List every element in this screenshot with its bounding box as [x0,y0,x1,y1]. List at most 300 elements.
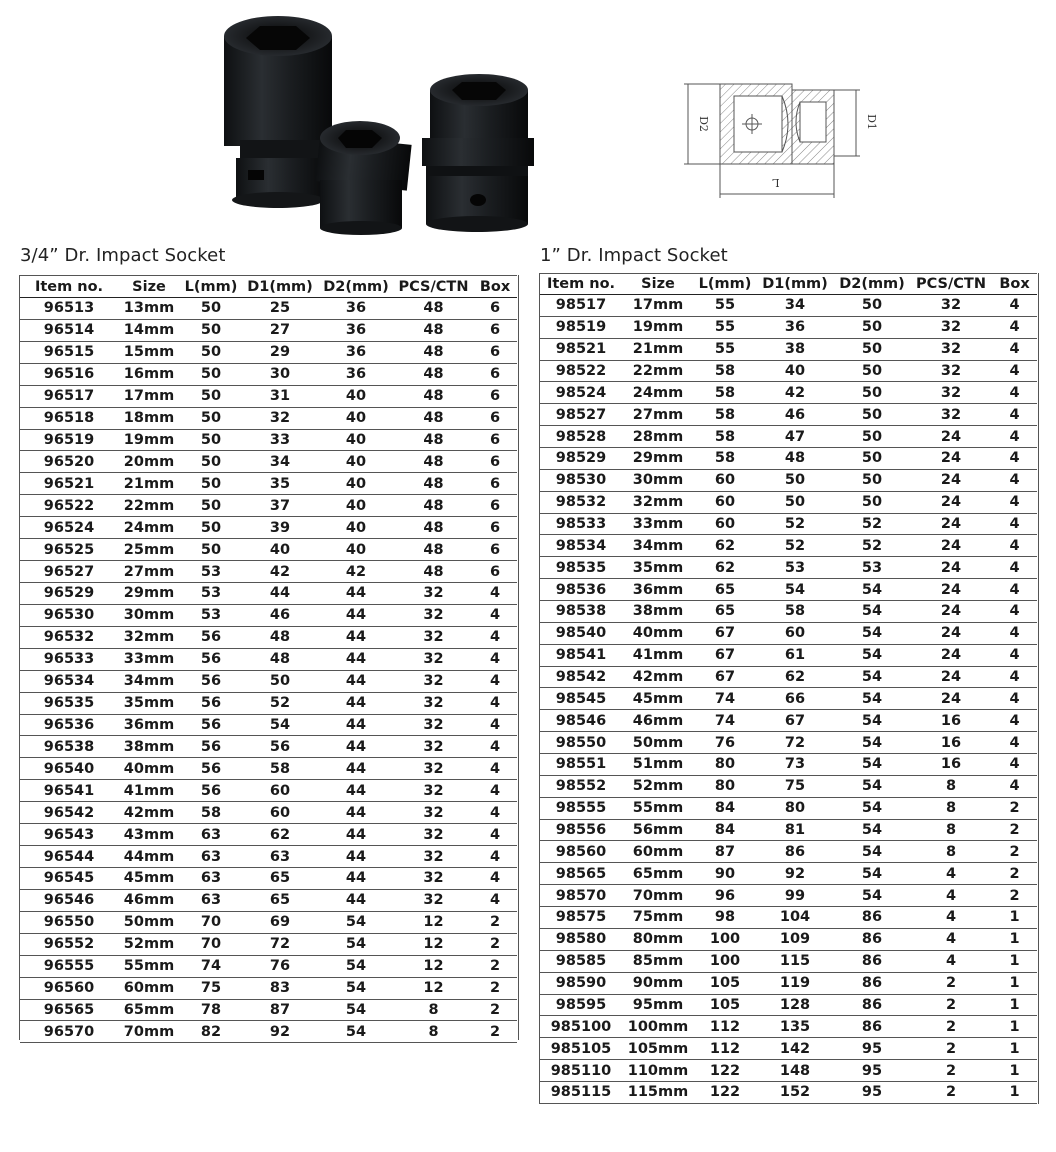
table-row [20,407,517,429]
table-cell: 98565 [555,865,607,882]
table-cell: 39 [269,519,291,536]
table-cell: 2 [1009,843,1020,860]
table-cell: 50 [861,384,883,401]
table-cell: 48 [423,300,444,317]
table-row [540,448,1037,470]
table-cell: 96 [714,887,736,904]
column-header: D1(mm) [247,278,313,295]
small-socket [315,121,411,235]
table-cell: 96521 [43,475,95,492]
column-header: D2(mm) [839,276,905,292]
table-cell: 65 [269,870,291,887]
table-cell: 98533 [555,516,607,533]
table-cell: 96543 [43,826,95,843]
table-cell: 73 [784,756,806,773]
table-cell: 45mm [632,690,684,707]
table-cell: 60 [714,494,736,511]
table-cell: 98521 [555,341,607,358]
table-cell: 36 [345,300,367,317]
table-cell: 96555 [43,958,95,975]
table-cell: 119 [779,975,811,992]
table-cell: 96522 [43,497,95,514]
table-cell: 4 [1009,406,1020,423]
table-cell: 98524 [555,384,607,401]
table-cell: 58 [714,406,736,423]
table-cell: 96524 [43,519,95,536]
table-cell: 74 [714,690,736,707]
table-cell: 8 [945,822,957,839]
table-cell: 95 [861,1062,883,1079]
table-cell: 52 [784,537,806,554]
table-cell: 54 [345,1023,367,1040]
table-row [540,666,1037,688]
table-cell: 62 [784,669,806,686]
table-cell: 32 [423,673,444,690]
table-cell: 24mm [632,384,684,401]
table-cell: 98532 [555,494,607,511]
table-cell: 96515 [43,344,95,361]
table-cell: 98546 [555,712,607,729]
table-row [20,714,517,736]
table-cell: 76 [714,734,736,751]
table-cell: 17mm [123,388,175,405]
table-cell: 4 [945,931,957,948]
column-header: Item no. [546,276,616,292]
table-cell: 98535 [555,559,607,576]
table-cell: 69 [269,914,291,931]
table-cell: 36 [345,344,367,361]
table-cell: 54 [861,625,883,642]
table-cell: 32 [269,410,291,427]
table-cell: 63 [269,848,291,865]
table-cell: 4 [489,760,501,777]
table-cell: 14mm [123,322,175,339]
table-row [540,426,1037,448]
table-cell: 985100 [550,1018,612,1035]
table-cell: 4 [1009,494,1020,511]
table-cell: 142 [779,1040,811,1057]
table-cell: 70 [200,914,222,931]
table-cell: 98545 [555,690,607,707]
table-cell: 55 [714,319,736,336]
table-cell: 50 [861,319,883,336]
table-cell: 98527 [555,406,607,423]
table-row [20,341,517,363]
table-cell: 152 [779,1084,811,1101]
table-cell: 4 [489,782,501,799]
table-cell: 4 [489,804,501,821]
table-cell: 95 [861,1040,883,1057]
table-cell: 98555 [555,800,607,817]
table-cell: 98575 [555,909,607,926]
table-cell: 32 [423,826,444,843]
table-row [540,404,1037,426]
table-cell: 48 [423,453,444,470]
table-cell: 2 [1009,865,1020,882]
table-cell: 54 [269,716,291,733]
table-row [540,950,1037,972]
table-row [540,579,1037,601]
table-cell: 50 [861,472,883,489]
table-cell: 6 [489,322,501,339]
table-cell: 32 [940,363,962,379]
table-cell: 44 [345,607,367,624]
table-cell: 63 [200,826,222,843]
table-cell: 2 [945,1018,957,1035]
table-cell: 98585 [555,953,607,970]
table-cell: 35mm [123,695,175,712]
table-cell: 96560 [43,980,95,997]
table-cell: 50 [861,406,883,423]
table-cell: 8 [428,1023,439,1040]
table-cell: 35 [269,475,291,492]
table-cell: 32 [940,384,962,401]
table-cell: 4 [489,870,501,887]
table-cell: 50 [200,344,222,361]
table-cell: 54 [345,980,367,997]
table-cell: 4 [489,716,501,733]
table-cell: 50 [200,475,222,492]
table-cell: 51mm [632,756,684,773]
table-row [20,977,517,999]
table-cell: 98541 [555,647,607,664]
table-row [540,491,1037,513]
table-cell: 72 [269,936,291,953]
right-section-title: 1” Dr. Impact Socket [540,245,728,266]
table-cell: 38 [784,341,806,358]
table-cell: 96530 [43,607,95,624]
table-row [20,802,517,824]
table-cell: 45mm [123,870,175,887]
table-cell: 40 [784,363,806,379]
table-row [540,469,1037,491]
table-row [540,295,1037,317]
diagram-label-l: L [772,176,780,189]
table-cell: 96570 [43,1023,95,1040]
table-cell: 54 [861,822,883,839]
table-cell: 22mm [632,363,684,379]
table-cell: 52 [269,695,291,712]
table-cell: 2 [945,1084,957,1101]
table-cell: 985110 [550,1062,612,1079]
table-cell: 74 [200,958,222,975]
table-cell: 110mm [627,1062,689,1079]
table-cell: 25mm [123,541,175,558]
table-cell: 32 [940,297,962,314]
table-cell: 4 [1009,756,1020,773]
table-cell: 6 [489,366,501,383]
table-cell: 60 [714,472,736,489]
table-cell: 98580 [555,931,607,948]
table-cell: 87 [269,1001,291,1018]
table-cell: 2 [489,980,501,997]
table-cell: 44 [345,782,367,799]
column-header: Size [132,278,166,295]
table-cell: 56 [200,760,222,777]
table-cell: 52mm [123,936,175,953]
table-cell: 128 [779,996,811,1013]
table-cell: 17mm [632,297,684,314]
table-cell: 53 [200,607,222,624]
table-cell: 4 [1009,297,1020,314]
table-cell: 54 [861,647,883,664]
table-row [20,933,517,955]
table-cell: 83 [269,980,291,997]
table-cell: 78 [200,1001,222,1018]
table-cell: 32 [423,607,444,624]
table-cell: 98530 [555,472,607,489]
table-cell: 4 [489,629,501,646]
table-cell: 65 [714,603,736,620]
table-cell: 60mm [123,980,175,997]
table-cell: 53 [861,559,883,576]
table-cell: 96527 [43,563,95,580]
table-cell: 53 [200,563,222,580]
right-spec-table-body [540,274,1037,1104]
table-cell: 40 [345,431,367,448]
table-cell: 2 [1009,800,1020,817]
table-row [540,863,1037,885]
table-cell: 32 [940,341,962,358]
table-cell: 4 [1009,734,1020,751]
table-cell: 48 [423,322,444,339]
table-cell: 96552 [43,936,95,953]
table-cell: 8 [945,778,957,795]
table-row [540,557,1037,579]
table-cell: 33mm [632,516,684,533]
table-cell: 54 [861,690,883,707]
table-cell: 50 [861,494,883,511]
table-cell: 34mm [123,673,175,690]
table-cell: 16 [940,712,962,729]
table-cell: 56 [200,716,222,733]
table-cell: 67 [714,669,736,686]
table-cell: 44 [345,673,367,690]
table-cell: 32 [423,782,444,799]
table-cell: 62 [269,826,291,843]
table-cell: 21mm [632,341,684,358]
table-cell: 50 [200,519,222,536]
table-cell: 36 [784,319,806,336]
table-cell: 36mm [632,581,684,598]
table-cell: 105mm [627,1040,689,1057]
table-cell: 2 [1009,822,1020,839]
table-cell: 55mm [632,800,684,817]
table-row [540,622,1037,644]
table-cell: 80 [784,800,806,817]
table-cell: 80mm [632,931,684,948]
table-cell: 8 [945,843,957,860]
table-cell: 76 [269,958,291,975]
table-cell: 60 [784,625,806,642]
table-cell: 98538 [555,603,607,620]
table-cell: 44 [345,716,367,733]
table-row [20,670,517,692]
table-cell: 4 [489,651,501,668]
table-row [540,732,1037,754]
table-cell: 4 [1009,319,1020,336]
table-cell: 1 [1009,1084,1020,1101]
table-cell: 40 [345,541,367,558]
table-row [540,360,1037,382]
table-row [20,429,517,451]
table-cell: 2 [945,996,957,1013]
table-cell: 96518 [43,410,95,427]
table-cell: 40 [345,519,367,536]
column-header: Size [641,276,675,292]
table-cell: 96529 [43,585,95,602]
table-cell: 24 [940,669,962,686]
table-row [20,999,517,1021]
table-cell: 54 [345,914,367,931]
table-cell: 36mm [123,716,175,733]
table-cell: 4 [489,585,501,602]
table-cell: 54 [861,756,883,773]
table-cell: 86 [861,953,883,970]
table-cell: 38mm [632,603,684,620]
table-cell: 32 [423,629,444,646]
table-cell: 28mm [632,428,684,445]
table-cell: 112 [709,1018,741,1035]
table-cell: 98522 [555,363,607,379]
table-cell: 48 [423,431,444,448]
table-cell: 2 [489,958,501,975]
table-row [20,473,517,495]
table-cell: 30 [269,366,291,383]
table-cell: 50 [861,363,883,379]
table-cell: 1 [1009,931,1020,948]
table-cell: 98528 [555,428,607,445]
table-cell: 34 [269,453,291,470]
table-cell: 46 [784,406,806,423]
table-header-row [540,274,1037,295]
table-cell: 54 [861,603,883,620]
table-cell: 75 [200,980,222,997]
table-cell: 54 [861,843,883,860]
table-row [540,907,1037,929]
table-cell: 2 [489,1001,501,1018]
table-row [20,911,517,933]
table-cell: 90mm [632,975,684,992]
table-cell: 50mm [123,914,175,931]
table-cell: 55mm [123,958,175,975]
table-row [540,841,1037,863]
table-cell: 32 [423,760,444,777]
table-row [540,710,1037,732]
table-cell: 32 [423,892,444,909]
table-cell: 54 [861,712,883,729]
table-cell: 66 [784,690,806,707]
table-cell: 60 [269,782,291,799]
table-cell: 87 [714,843,736,860]
table-row [540,1081,1037,1103]
table-cell: 31 [269,388,291,405]
table-cell: 4 [1009,669,1020,686]
table-cell: 4 [1009,603,1020,620]
table-cell: 148 [779,1062,811,1079]
table-cell: 40 [345,453,367,470]
table-cell: 40mm [632,625,684,642]
table-cell: 24 [940,603,962,620]
table-row [20,298,517,320]
table-cell: 105 [709,975,741,992]
table-cell: 47 [784,428,806,445]
table-cell: 32 [423,738,444,755]
table-cell: 54 [345,958,367,975]
table-cell: 65mm [123,1001,175,1018]
table-cell: 50 [861,428,883,445]
table-cell: 44 [345,870,367,887]
column-header: PCS/CTN [398,278,469,295]
table-cell: 98570 [555,887,607,904]
table-cell: 2 [945,1062,957,1079]
table-cell: 44mm [123,848,175,865]
table-row [20,539,517,561]
table-cell: 2 [945,1040,957,1057]
table-cell: 54 [784,581,806,598]
table-cell: 985115 [550,1084,612,1101]
table-cell: 98 [714,909,736,926]
table-cell: 4 [1009,537,1020,554]
table-row [20,692,517,714]
table-cell: 40 [345,410,367,427]
column-header: PCS/CTN [916,276,986,292]
table-cell: 58 [200,804,222,821]
table-row [20,889,517,911]
table-cell: 96540 [43,760,95,777]
table-cell: 4 [1009,581,1020,598]
table-cell: 6 [489,410,501,427]
table-cell: 58 [269,760,291,777]
table-cell: 98542 [555,669,607,686]
table-cell: 4 [489,826,501,843]
table-row [20,561,517,583]
table-cell: 56 [200,695,222,712]
left-spec-table-body [20,276,517,1043]
table-cell: 32mm [123,629,175,646]
table-cell: 48 [423,563,444,580]
table-cell: 56 [200,738,222,755]
table-cell: 43mm [123,826,175,843]
table-cell: 32mm [632,494,684,511]
column-header: Item no. [34,278,104,295]
table-cell: 48 [423,475,444,492]
table-cell: 6 [489,300,501,317]
table-cell: 33mm [123,651,175,668]
right-socket [422,74,534,232]
table-cell: 30mm [632,472,684,489]
table-row [540,535,1037,557]
table-cell: 32 [423,585,444,602]
table-cell: 2 [489,914,501,931]
table-cell: 27mm [632,406,684,423]
table-cell: 4 [1009,363,1020,379]
table-cell: 56 [200,673,222,690]
table-cell: 50 [861,341,883,358]
table-cell: 42 [784,384,806,401]
table-cell: 44 [345,629,367,646]
table-cell: 58 [714,363,736,379]
table-row [20,867,517,889]
table-cell: 63 [200,892,222,909]
table-cell: 34mm [632,537,684,554]
table-cell: 35mm [632,559,684,576]
table-cell: 22mm [123,497,175,514]
table-row [20,955,517,977]
table-cell: 58 [784,603,806,620]
table-row [20,319,517,341]
table-cell: 54 [861,669,883,686]
